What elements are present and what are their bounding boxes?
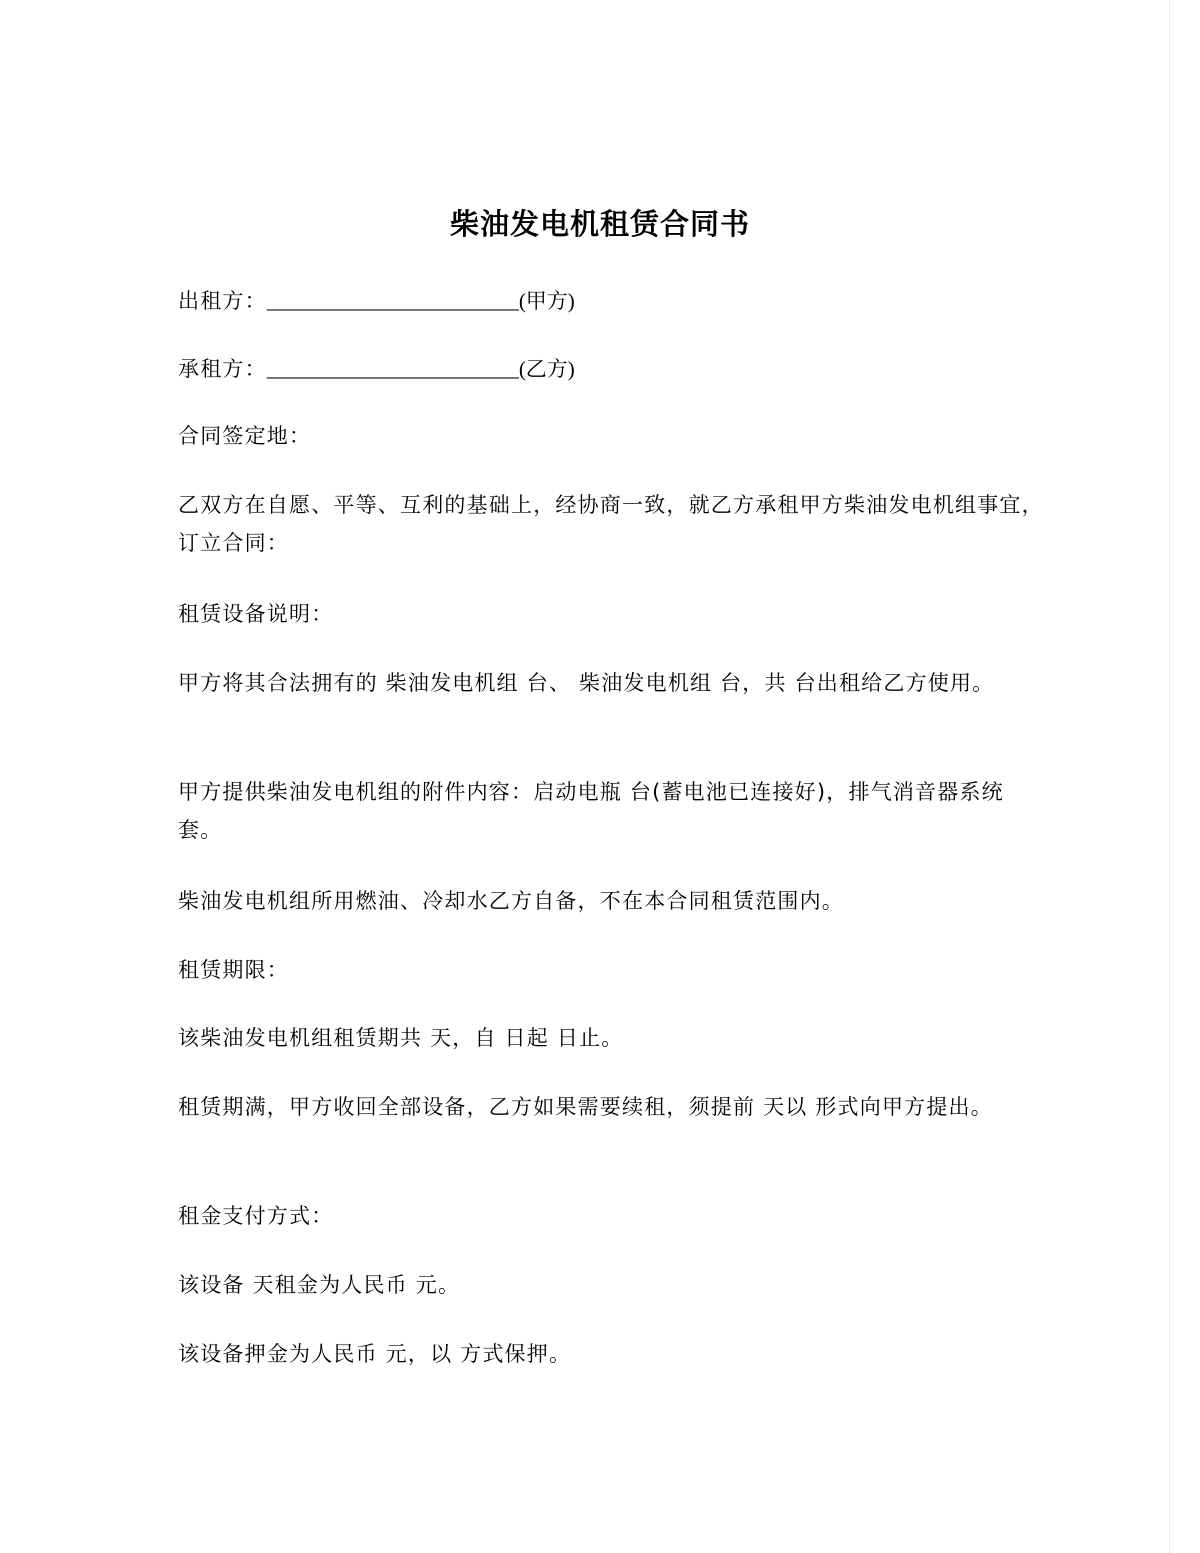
renewal-paragraph: 租赁期满，甲方收回全部设备，乙方如果需要续租，须提前 天以 形式向甲方提出。: [178, 1095, 993, 1119]
deposit-paragraph: 该设备押金为人民币 元，以 方式保押。: [178, 1342, 572, 1366]
equipment-paragraph: 甲方将其合法拥有的 柴油发电机组 台、 柴油发电机组 台，共 台出租给乙方使用。: [178, 671, 995, 695]
lessee-line: [178, 350, 1048, 388]
lessor-line: [178, 282, 1048, 320]
lessor-role: (甲方): [518, 289, 575, 313]
section-heading-term: 租赁期限：: [178, 958, 289, 982]
lessee-label: 承租方：: [178, 357, 267, 381]
section-heading-payment: 租金支付方式：: [178, 1204, 334, 1228]
lessor-label: 出租方：: [178, 289, 267, 313]
term-paragraph: 该柴油发电机组租赁期共 天，自 日起 日止。: [178, 1026, 624, 1050]
lessee-role: (乙方): [518, 357, 575, 381]
intro-paragraph: 乙双方在自愿、平等、互利的基础上，经协商一致，就乙方承租甲方柴油发电机组事宜，订立合同：: [178, 493, 1044, 555]
section-heading-equipment: 租赁设备说明：: [178, 602, 334, 626]
rent-paragraph: 该设备 天租金为人民币 元。: [178, 1273, 461, 1297]
lessee-blank: ________________________: [266, 357, 519, 381]
accessories-paragraph: 甲方提供柴油发电机组的附件内容：启动电瓶 台(蓄电池已连接好)，排气消音器系统 套。: [178, 780, 1004, 842]
fuel-paragraph: 柴油发电机组所用燃油、冷却水乙方自备，不在本合同租赁范围内。: [178, 889, 844, 913]
signing-place: 合同签定地：: [178, 424, 312, 448]
document-title: 柴油发电机租赁合同书: [449, 207, 750, 241]
lessor-blank: ________________________: [266, 289, 519, 313]
